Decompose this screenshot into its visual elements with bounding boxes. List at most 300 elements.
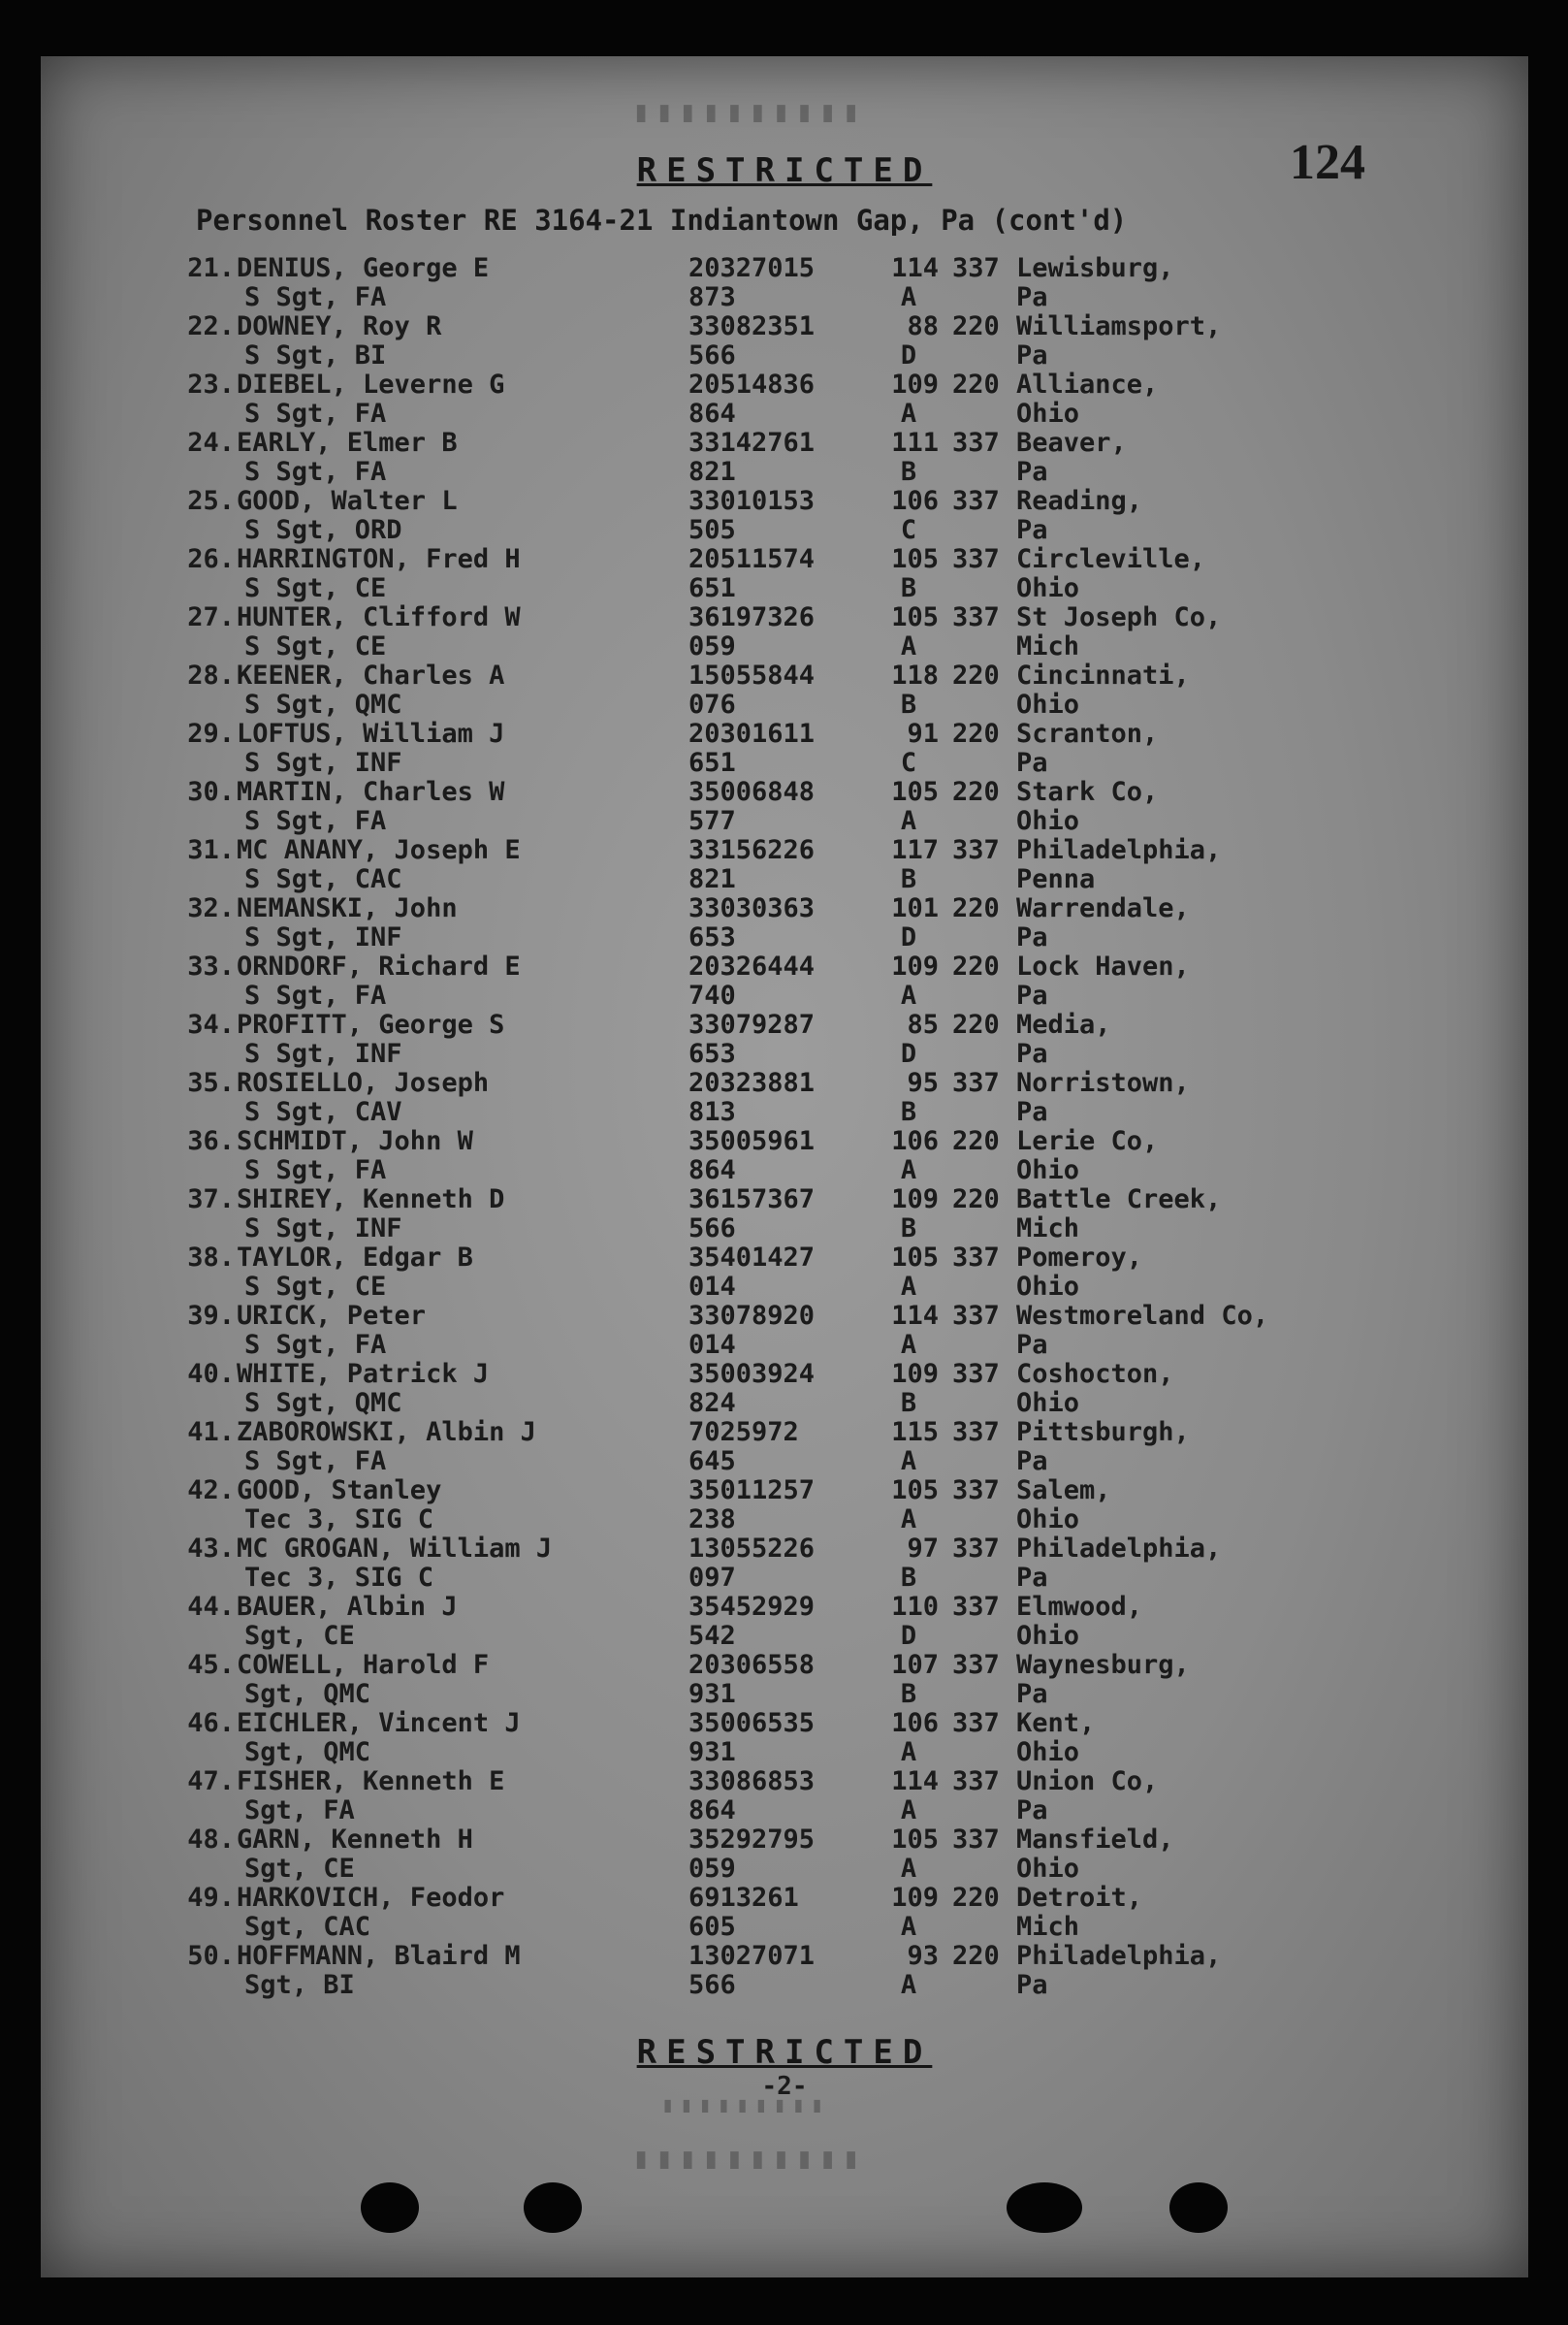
soldier-name: HARKOVICH, Feodor — [237, 1883, 505, 1913]
roster-entry — [184, 1942, 1503, 2000]
entry-number: 37. — [187, 1184, 235, 1214]
restricted-footer: RESTRICTED — [636, 2033, 933, 2072]
code-col-4: 220 — [952, 893, 1000, 923]
specialty-code: 076 — [688, 690, 736, 720]
serial-number: 36197326 — [688, 602, 816, 632]
state: Pa — [1016, 515, 1048, 545]
soldier-name: GARN, Kenneth H — [237, 1824, 473, 1855]
grade-letter: A — [900, 806, 917, 836]
grade-letter: D — [900, 340, 917, 371]
code-col-3: 105 — [891, 1824, 939, 1855]
serial-number: 6913261 — [688, 1883, 799, 1913]
entry-number: 27. — [187, 602, 235, 632]
state: Ohio — [1016, 1155, 1080, 1185]
specialty-code: 505 — [688, 515, 736, 545]
entry-line-2 — [184, 516, 1503, 545]
soldier-name: HARRINGTON, Fred H — [237, 544, 521, 574]
state: Pa — [1016, 922, 1048, 953]
code-col-3: 106 — [891, 486, 939, 516]
code-col-4: 337 — [952, 835, 1000, 865]
entry-line-2 — [184, 1855, 1503, 1884]
soldier-name: URICK, Peter — [237, 1301, 427, 1331]
serial-number: 15055844 — [688, 661, 816, 691]
code-col-3: 105 — [891, 777, 939, 807]
entry-line-1 — [184, 778, 1503, 807]
specialty-code: 651 — [688, 573, 736, 603]
roster-list — [184, 254, 1503, 2000]
grade-letter: A — [900, 282, 917, 312]
state: Ohio — [1016, 1737, 1080, 1767]
rank-branch: Sgt, CAC — [244, 1912, 371, 1942]
specialty-code: 014 — [688, 1272, 736, 1302]
grade-letter: A — [900, 1970, 917, 2000]
entry-line-1 — [184, 1011, 1503, 1040]
roster-entry — [184, 545, 1503, 603]
specialty-code: 864 — [688, 399, 736, 429]
code-col-3: 118 — [891, 661, 939, 691]
entry-number: 30. — [187, 777, 235, 807]
state: Pa — [1016, 1563, 1048, 1593]
soldier-name: SHIREY, Kenneth D — [237, 1184, 505, 1214]
entry-number: 47. — [187, 1766, 235, 1796]
entry-line-2 — [184, 458, 1503, 487]
code-col-3: 109 — [891, 1883, 939, 1913]
specialty-code: 864 — [688, 1155, 736, 1185]
code-col-4: 337 — [952, 253, 1000, 283]
code-col-4: 220 — [952, 952, 1000, 982]
hometown: Philadelphia, — [1016, 1941, 1222, 1971]
specialty-code: 931 — [688, 1679, 736, 1709]
entry-line-1 — [184, 545, 1503, 574]
rank-branch: Sgt, QMC — [244, 1679, 371, 1709]
hometown: Pittsburgh, — [1016, 1417, 1190, 1447]
soldier-name: MC ANANY, Joseph E — [237, 835, 521, 865]
entry-line-2 — [184, 1331, 1503, 1360]
specialty-code: 542 — [688, 1621, 736, 1651]
soldier-name: NEMANSKI, John — [237, 893, 458, 923]
entry-line-1 — [184, 1418, 1503, 1447]
roster-entry — [184, 953, 1503, 1011]
entry-number: 40. — [187, 1359, 235, 1389]
code-col-3: 97 — [907, 1534, 939, 1564]
grade-letter: B — [900, 573, 917, 603]
state: Ohio — [1016, 1272, 1080, 1302]
entry-number: 38. — [187, 1243, 235, 1273]
code-col-4: 337 — [952, 1301, 1000, 1331]
roster-entry — [184, 1884, 1503, 1942]
code-col-4: 220 — [952, 1184, 1000, 1214]
entry-line-1 — [184, 312, 1503, 341]
grade-letter: B — [900, 1388, 917, 1418]
code-col-4: 220 — [952, 1126, 1000, 1156]
serial-number: 35006848 — [688, 777, 816, 807]
entry-line-1 — [184, 1302, 1503, 1331]
entry-line-1 — [184, 254, 1503, 283]
entry-number: 43. — [187, 1534, 235, 1564]
serial-number: 35292795 — [688, 1824, 816, 1855]
specialty-code: 653 — [688, 922, 736, 953]
rank-branch: S Sgt, BI — [244, 340, 387, 371]
rank-branch: Sgt, CE — [244, 1854, 355, 1884]
soldier-name: LOFTUS, William J — [237, 719, 505, 749]
hometown: Warrendale, — [1016, 893, 1190, 923]
code-col-4: 220 — [952, 777, 1000, 807]
entry-line-1 — [184, 720, 1503, 749]
code-col-4: 220 — [952, 1941, 1000, 1971]
soldier-name: GOOD, Walter L — [237, 486, 458, 516]
entry-line-2 — [184, 341, 1503, 371]
state: Pa — [1016, 1330, 1048, 1360]
code-col-3: 105 — [891, 1243, 939, 1273]
punch-hole — [524, 2182, 582, 2233]
code-col-4: 337 — [952, 1417, 1000, 1447]
rank-branch: S Sgt, FA — [244, 1446, 387, 1476]
code-col-3: 105 — [891, 602, 939, 632]
hometown: Philadelphia, — [1016, 835, 1222, 865]
serial-number: 35452929 — [688, 1592, 816, 1622]
entry-line-1 — [184, 487, 1503, 516]
specialty-code: 740 — [688, 981, 736, 1011]
roster-entry — [184, 312, 1503, 371]
grade-letter: A — [900, 1446, 917, 1476]
entry-number: 26. — [187, 544, 235, 574]
code-col-3: 109 — [891, 1359, 939, 1389]
entry-line-2 — [184, 865, 1503, 894]
serial-number: 33082351 — [688, 311, 816, 341]
grade-letter: A — [900, 1272, 917, 1302]
roster-entry — [184, 1593, 1503, 1651]
soldier-name: FISHER, Kenneth E — [237, 1766, 505, 1796]
rank-branch: S Sgt, ORD — [244, 515, 402, 545]
entry-number: 48. — [187, 1824, 235, 1855]
entry-line-1 — [184, 1825, 1503, 1855]
roster-entry — [184, 720, 1503, 778]
soldier-name: DENIUS, George E — [237, 253, 490, 283]
page-number: 124 — [1290, 135, 1365, 190]
soldier-name: ORNDORF, Richard E — [237, 952, 521, 982]
entry-line-2 — [184, 982, 1503, 1011]
soldier-name: WHITE, Patrick J — [237, 1359, 490, 1389]
entry-number: 42. — [187, 1475, 235, 1505]
rank-branch: S Sgt, INF — [244, 748, 402, 778]
rank-branch: S Sgt, INF — [244, 1213, 402, 1243]
serial-number: 33086853 — [688, 1766, 816, 1796]
state: Pa — [1016, 1795, 1048, 1825]
state: Ohio — [1016, 1621, 1080, 1651]
code-col-4: 337 — [952, 1534, 1000, 1564]
serial-number: 20326444 — [688, 952, 816, 982]
roster-entry — [184, 487, 1503, 545]
rank-branch: S Sgt, FA — [244, 282, 387, 312]
code-col-4: 220 — [952, 1010, 1000, 1040]
hometown: Elmwood, — [1016, 1592, 1143, 1622]
entry-line-2 — [184, 691, 1503, 720]
entry-line-2 — [184, 1098, 1503, 1127]
specialty-code: 813 — [688, 1097, 736, 1127]
rank-branch: S Sgt, QMC — [244, 1388, 402, 1418]
grade-letter: B — [900, 1679, 917, 1709]
state: Pa — [1016, 981, 1048, 1011]
entry-line-2 — [184, 1564, 1503, 1593]
entry-line-2 — [184, 1622, 1503, 1651]
rank-branch: Tec 3, SIG C — [244, 1504, 434, 1534]
hometown: Beaver, — [1016, 428, 1127, 458]
hometown: Philadelphia, — [1016, 1534, 1222, 1564]
roster-entry — [184, 1127, 1503, 1185]
hometown: Mansfield, — [1016, 1824, 1174, 1855]
soldier-name: ROSIELLO, Joseph — [237, 1068, 490, 1098]
code-col-3: 109 — [891, 370, 939, 400]
entry-line-2 — [184, 1040, 1503, 1069]
soldier-name: DOWNEY, Roy R — [237, 311, 442, 341]
serial-number: 35003924 — [688, 1359, 816, 1389]
roster-entry — [184, 778, 1503, 836]
code-col-4: 337 — [952, 1068, 1000, 1098]
roster-entry — [184, 1767, 1503, 1825]
roster-entry — [184, 1302, 1503, 1360]
entry-number: 32. — [187, 893, 235, 923]
roster-entry — [184, 662, 1503, 720]
roster-entry — [184, 836, 1503, 894]
entry-line-2 — [184, 1389, 1503, 1418]
roster-entry — [184, 1069, 1503, 1127]
entry-line-1 — [184, 1534, 1503, 1564]
entry-number: 41. — [187, 1417, 235, 1447]
rank-branch: S Sgt, CE — [244, 1272, 387, 1302]
rank-branch: Sgt, BI — [244, 1970, 355, 2000]
soldier-name: SCHMIDT, John W — [237, 1126, 473, 1156]
serial-number: 35005961 — [688, 1126, 816, 1156]
hometown: Coshocton, — [1016, 1359, 1174, 1389]
serial-number: 36157367 — [688, 1184, 816, 1214]
code-col-4: 337 — [952, 544, 1000, 574]
state: Ohio — [1016, 690, 1080, 720]
punch-hole — [1169, 2182, 1228, 2233]
entry-line-2 — [184, 632, 1503, 662]
roster-entry — [184, 254, 1503, 312]
entry-number: 28. — [187, 661, 235, 691]
hometown: Media, — [1016, 1010, 1111, 1040]
code-col-4: 337 — [952, 1359, 1000, 1389]
entry-line-1 — [184, 1651, 1503, 1680]
grade-letter: B — [900, 1213, 917, 1243]
punch-hole — [361, 2182, 419, 2233]
grade-letter: A — [900, 1854, 917, 1884]
code-col-3: 107 — [891, 1650, 939, 1680]
grade-letter: B — [900, 1097, 917, 1127]
entry-line-1 — [184, 1243, 1503, 1273]
entry-line-2 — [184, 1796, 1503, 1825]
entry-line-1 — [184, 603, 1503, 632]
rank-branch: S Sgt, CAC — [244, 864, 402, 894]
entry-line-1 — [184, 1185, 1503, 1214]
hometown: Pomeroy, — [1016, 1243, 1143, 1273]
hometown: Alliance, — [1016, 370, 1159, 400]
specialty-code: 605 — [688, 1912, 736, 1942]
state: Pa — [1016, 1970, 1048, 2000]
serial-number: 13055226 — [688, 1534, 816, 1564]
rank-branch: Sgt, QMC — [244, 1737, 371, 1767]
hometown: Waynesburg, — [1016, 1650, 1190, 1680]
bleed-through-stamp-lower: ▮▮▮▮▮▮▮▮▮▮ — [632, 2142, 866, 2176]
code-col-3: 85 — [907, 1010, 939, 1040]
code-col-3: 106 — [891, 1126, 939, 1156]
rank-branch: Sgt, FA — [244, 1795, 355, 1825]
specialty-code: 577 — [688, 806, 736, 836]
state: Pa — [1016, 340, 1048, 371]
roster-entry — [184, 371, 1503, 429]
specialty-code: 566 — [688, 340, 736, 371]
code-col-3: 110 — [891, 1592, 939, 1622]
roster-title: Personnel Roster RE 3164-21 Indiantown Gap, Pa (cont'd) — [196, 204, 1128, 237]
code-col-3: 114 — [891, 1301, 939, 1331]
soldier-name: PROFITT, George S — [237, 1010, 505, 1040]
specialty-code: 645 — [688, 1446, 736, 1476]
serial-number: 33079287 — [688, 1010, 816, 1040]
hometown: Scranton, — [1016, 719, 1159, 749]
code-col-4: 220 — [952, 311, 1000, 341]
soldier-name: TAYLOR, Edgar B — [237, 1243, 473, 1273]
entry-number: 22. — [187, 311, 235, 341]
soldier-name: EICHLER, Vincent J — [237, 1708, 521, 1738]
entry-line-2 — [184, 1273, 1503, 1302]
hometown: Cincinnati, — [1016, 661, 1190, 691]
entry-line-1 — [184, 1360, 1503, 1389]
entry-number: 36. — [187, 1126, 235, 1156]
state: Ohio — [1016, 573, 1080, 603]
grade-letter: A — [900, 399, 917, 429]
rank-branch: S Sgt, FA — [244, 806, 387, 836]
soldier-name: DIEBEL, Leverne G — [237, 370, 505, 400]
entry-line-1 — [184, 1593, 1503, 1622]
entry-line-1 — [184, 1884, 1503, 1913]
grade-letter: B — [900, 1563, 917, 1593]
entry-number: 21. — [187, 253, 235, 283]
state: Ohio — [1016, 806, 1080, 836]
code-col-3: 115 — [891, 1417, 939, 1447]
state: Pa — [1016, 282, 1048, 312]
hometown: Circleville, — [1016, 544, 1206, 574]
code-col-4: 337 — [952, 1243, 1000, 1273]
hometown: Lerie Co, — [1016, 1126, 1159, 1156]
entry-line-1 — [184, 836, 1503, 865]
serial-number: 33156226 — [688, 835, 816, 865]
soldier-name: MARTIN, Charles W — [237, 777, 505, 807]
soldier-name: KEENER, Charles A — [237, 661, 505, 691]
state: Pa — [1016, 1097, 1048, 1127]
hometown: Stark Co, — [1016, 777, 1159, 807]
entry-number: 35. — [187, 1068, 235, 1098]
rank-branch: S Sgt, CAV — [244, 1097, 402, 1127]
code-col-4: 337 — [952, 1475, 1000, 1505]
roster-entry — [184, 1709, 1503, 1767]
code-col-4: 337 — [952, 1708, 1000, 1738]
entry-line-2 — [184, 807, 1503, 836]
code-col-3: 109 — [891, 952, 939, 982]
document-page — [41, 56, 1528, 2277]
punch-hole — [1007, 2182, 1082, 2233]
state: Penna — [1016, 864, 1096, 894]
code-col-4: 337 — [952, 1824, 1000, 1855]
entry-number: 34. — [187, 1010, 235, 1040]
grade-letter: D — [900, 1039, 917, 1069]
soldier-name: COWELL, Harold F — [237, 1650, 490, 1680]
serial-number: 33078920 — [688, 1301, 816, 1331]
soldier-name: BAUER, Albin J — [237, 1592, 458, 1622]
grade-letter: D — [900, 1621, 917, 1651]
code-col-3: 95 — [907, 1068, 939, 1098]
state: Pa — [1016, 457, 1048, 487]
entry-number: 25. — [187, 486, 235, 516]
roster-entry — [184, 603, 1503, 662]
entry-number: 24. — [187, 428, 235, 458]
entry-line-1 — [184, 371, 1503, 400]
specialty-code: 014 — [688, 1330, 736, 1360]
entry-number: 44. — [187, 1592, 235, 1622]
roster-entry — [184, 1651, 1503, 1709]
serial-number: 35401427 — [688, 1243, 816, 1273]
serial-number: 20323881 — [688, 1068, 816, 1098]
roster-entry — [184, 894, 1503, 953]
grade-letter: B — [900, 864, 917, 894]
code-col-3: 117 — [891, 835, 939, 865]
code-col-4: 220 — [952, 1883, 1000, 1913]
roster-entry — [184, 429, 1503, 487]
code-col-3: 114 — [891, 1766, 939, 1796]
entry-line-2 — [184, 1913, 1503, 1942]
code-col-3: 106 — [891, 1708, 939, 1738]
page-label: -2- — [761, 2072, 808, 2101]
specialty-code: 059 — [688, 1854, 736, 1884]
rank-branch: S Sgt, FA — [244, 457, 387, 487]
entry-line-2 — [184, 1447, 1503, 1476]
serial-number: 35006535 — [688, 1708, 816, 1738]
entry-number: 46. — [187, 1708, 235, 1738]
grade-letter: A — [900, 1504, 917, 1534]
entry-line-2 — [184, 923, 1503, 953]
state: Pa — [1016, 1446, 1048, 1476]
soldier-name: HOFFMANN, Blaird M — [237, 1941, 521, 1971]
entry-line-2 — [184, 749, 1503, 778]
rank-branch: S Sgt, FA — [244, 399, 387, 429]
specialty-code: 097 — [688, 1563, 736, 1593]
entry-number: 45. — [187, 1650, 235, 1680]
entry-number: 29. — [187, 719, 235, 749]
entry-line-1 — [184, 1127, 1503, 1156]
bleed-through-stamp-bottom: ▮▮▮▮▮▮▮▮▮ — [661, 2093, 830, 2117]
bleed-through-stamp-top: ▮▮▮▮▮▮▮▮▮▮ — [632, 95, 866, 129]
serial-number: 20511574 — [688, 544, 816, 574]
state: Ohio — [1016, 1388, 1080, 1418]
code-col-3: 114 — [891, 253, 939, 283]
state: Pa — [1016, 748, 1048, 778]
specialty-code: 566 — [688, 1213, 736, 1243]
rank-branch: S Sgt, INF — [244, 1039, 402, 1069]
serial-number: 33142761 — [688, 428, 816, 458]
rank-branch: Tec 3, SIG C — [244, 1563, 434, 1593]
entry-line-1 — [184, 429, 1503, 458]
code-col-3: 109 — [891, 1184, 939, 1214]
soldier-name: MC GROGAN, William J — [237, 1534, 553, 1564]
roster-entry — [184, 1476, 1503, 1534]
entry-line-2 — [184, 1156, 1503, 1185]
hometown: Lewisburg, — [1016, 253, 1174, 283]
grade-letter: A — [900, 1155, 917, 1185]
rank-branch: Sgt, CE — [244, 1621, 355, 1651]
entry-line-1 — [184, 1709, 1503, 1738]
specialty-code: 651 — [688, 748, 736, 778]
grade-letter: A — [900, 1795, 917, 1825]
